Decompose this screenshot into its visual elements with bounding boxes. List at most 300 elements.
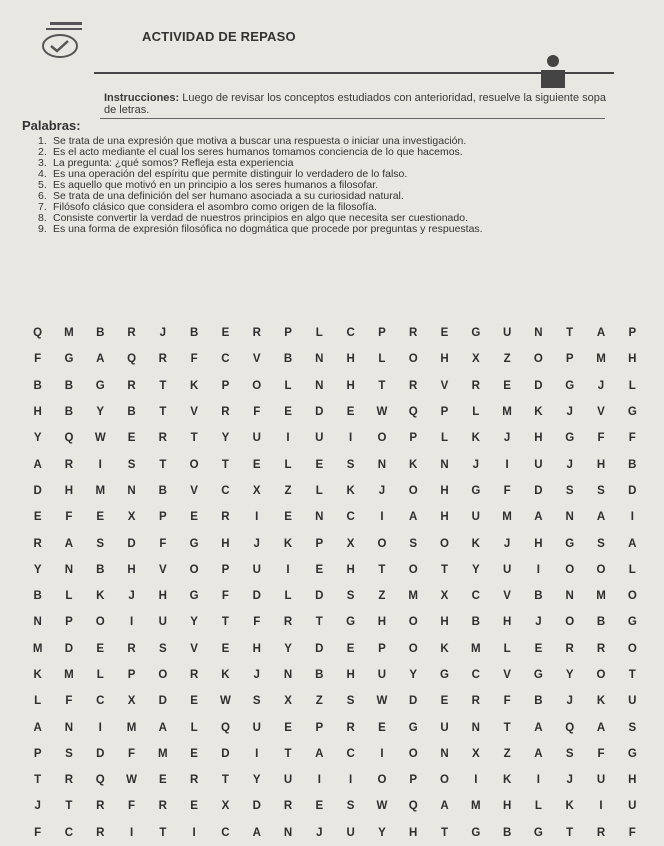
grid-cell[interactable]: U <box>471 511 480 524</box>
grid-cell[interactable]: A <box>534 511 543 524</box>
grid-cell[interactable]: L <box>284 379 292 392</box>
grid-cell[interactable]: R <box>158 432 167 445</box>
grid-cell[interactable]: A <box>596 327 606 340</box>
grid-cell[interactable]: T <box>378 563 386 576</box>
grid-cell[interactable]: I <box>255 747 259 760</box>
grid-cell[interactable]: P <box>378 642 386 655</box>
grid-cell[interactable]: M <box>596 590 606 603</box>
grid-cell[interactable]: S <box>565 747 574 760</box>
grid-cell[interactable]: G <box>346 616 356 629</box>
grid-cell[interactable]: R <box>471 379 480 392</box>
grid-cell[interactable]: P <box>315 721 324 734</box>
grid-cell[interactable]: G <box>627 406 637 419</box>
grid-cell[interactable]: O <box>95 616 105 629</box>
grid-cell[interactable]: E <box>315 800 324 813</box>
grid-cell[interactable]: D <box>409 695 418 708</box>
grid-cell[interactable]: Y <box>409 669 418 681</box>
grid-cell[interactable]: P <box>440 406 449 419</box>
grid-cell[interactable]: J <box>472 458 479 471</box>
grid-cell[interactable]: X <box>471 747 480 760</box>
grid-cell[interactable]: S <box>346 590 355 603</box>
grid-cell[interactable]: V <box>252 353 261 366</box>
grid-cell[interactable]: Q <box>95 774 105 787</box>
grid-cell[interactable]: L <box>628 563 636 576</box>
grid-cell[interactable]: Y <box>33 432 42 445</box>
grid-cell[interactable]: G <box>565 379 575 392</box>
grid-cell[interactable]: I <box>380 511 384 524</box>
grid-cell[interactable]: W <box>126 774 137 787</box>
grid-cell[interactable]: A <box>596 511 606 524</box>
grid-cell[interactable]: H <box>221 537 230 550</box>
grid-cell[interactable]: J <box>253 537 260 550</box>
grid-cell[interactable]: D <box>64 642 74 655</box>
grid-cell[interactable]: Q <box>220 721 230 734</box>
grid-cell[interactable]: A <box>596 721 606 734</box>
grid-cell[interactable]: H <box>252 642 261 655</box>
grid-cell[interactable]: F <box>65 695 73 708</box>
grid-cell[interactable]: D <box>96 747 105 760</box>
grid-cell[interactable]: I <box>98 458 102 471</box>
grid-cell[interactable]: G <box>627 616 637 629</box>
grid-cell[interactable]: K <box>534 406 543 419</box>
grid-cell[interactable]: U <box>315 432 324 445</box>
grid-cell[interactable]: T <box>221 774 229 787</box>
grid-cell[interactable]: G <box>440 669 449 681</box>
grid-cell[interactable]: K <box>221 669 230 681</box>
grid-cell[interactable]: N <box>33 616 42 629</box>
grid-cell[interactable]: R <box>346 721 355 734</box>
grid-cell[interactable]: T <box>190 432 198 445</box>
grid-cell[interactable]: B <box>471 616 480 629</box>
grid-cell[interactable]: B <box>534 590 543 603</box>
grid-cell[interactable]: F <box>34 353 42 366</box>
grid-cell[interactable]: O <box>408 616 418 629</box>
grid-cell[interactable]: R <box>283 616 293 629</box>
grid-cell[interactable]: A <box>534 721 543 734</box>
grid-cell[interactable]: K <box>596 695 606 708</box>
grid-cell[interactable]: R <box>221 511 230 524</box>
grid-cell[interactable]: N <box>127 484 136 497</box>
grid-cell[interactable]: I <box>474 774 478 787</box>
grid-cell[interactable]: F <box>190 353 198 366</box>
grid-cell[interactable]: C <box>346 747 355 760</box>
grid-cell[interactable]: C <box>221 353 230 366</box>
grid-cell[interactable]: C <box>346 327 355 340</box>
grid-cell[interactable]: J <box>253 669 260 681</box>
grid-cell[interactable]: R <box>127 379 136 392</box>
grid-cell[interactable]: U <box>252 721 261 734</box>
grid-cell[interactable]: R <box>189 669 199 681</box>
grid-cell[interactable]: S <box>628 721 637 734</box>
grid-cell[interactable]: D <box>33 484 42 497</box>
grid-cell[interactable]: F <box>503 484 511 497</box>
grid-cell[interactable]: X <box>440 590 449 603</box>
grid-cell[interactable]: U <box>534 458 543 471</box>
grid-cell[interactable]: F <box>597 747 605 760</box>
grid-cell[interactable]: Z <box>503 353 511 366</box>
grid-cell[interactable]: S <box>159 642 167 655</box>
grid-cell[interactable]: Y <box>284 642 292 655</box>
grid-cell[interactable]: O <box>408 563 418 576</box>
grid-cell[interactable]: D <box>628 484 637 497</box>
grid-cell[interactable]: K <box>502 774 512 787</box>
grid-cell[interactable]: E <box>159 774 167 787</box>
grid-cell[interactable]: S <box>127 458 136 471</box>
grid-cell[interactable]: I <box>505 458 509 471</box>
grid-cell[interactable]: M <box>471 800 481 813</box>
grid-cell[interactable]: X <box>127 695 136 708</box>
grid-cell[interactable]: K <box>471 432 480 445</box>
grid-cell[interactable]: I <box>349 774 353 787</box>
grid-cell[interactable]: J <box>34 800 41 813</box>
grid-cell[interactable]: K <box>33 669 42 681</box>
grid-cell[interactable]: Q <box>127 353 137 366</box>
grid-cell[interactable]: B <box>96 563 105 576</box>
grid-cell[interactable]: P <box>315 537 324 550</box>
grid-cell[interactable]: S <box>65 747 73 760</box>
grid-cell[interactable]: P <box>127 669 136 681</box>
grid-cell[interactable]: M <box>596 353 606 366</box>
grid-cell[interactable]: H <box>346 669 355 681</box>
grid-cell[interactable]: L <box>34 695 42 708</box>
grid-cell[interactable]: P <box>565 353 574 366</box>
grid-cell[interactable]: H <box>33 406 42 419</box>
grid-cell[interactable]: A <box>33 458 42 471</box>
grid-cell[interactable]: R <box>64 458 74 471</box>
grid-cell[interactable]: E <box>127 432 136 445</box>
grid-cell[interactable]: P <box>378 327 386 340</box>
grid-cell[interactable]: R <box>596 826 606 839</box>
grid-cell[interactable]: B <box>158 484 167 497</box>
grid-cell[interactable]: N <box>315 379 324 392</box>
grid-cell[interactable]: B <box>33 590 42 603</box>
grid-cell[interactable]: U <box>596 774 606 787</box>
grid-cell[interactable]: D <box>127 537 136 550</box>
grid-cell[interactable]: E <box>221 327 230 340</box>
grid-cell[interactable]: F <box>253 616 261 629</box>
grid-cell[interactable]: A <box>628 537 637 550</box>
grid-cell[interactable]: H <box>346 563 355 576</box>
grid-cell[interactable]: A <box>158 721 167 734</box>
grid-cell[interactable]: R <box>158 353 167 366</box>
grid-cell[interactable]: C <box>64 826 74 839</box>
grid-cell[interactable]: G <box>471 826 481 839</box>
grid-cell[interactable]: W <box>376 695 388 708</box>
grid-cell[interactable]: B <box>628 458 637 471</box>
grid-cell[interactable]: V <box>159 563 167 576</box>
grid-cell[interactable]: L <box>472 406 480 419</box>
grid-cell[interactable]: A <box>64 537 74 550</box>
grid-cell[interactable]: H <box>628 774 637 787</box>
grid-cell[interactable]: A <box>252 826 261 839</box>
grid-cell[interactable]: I <box>536 563 540 576</box>
grid-cell[interactable]: J <box>535 616 542 629</box>
grid-cell[interactable]: U <box>252 432 261 445</box>
grid-cell[interactable]: B <box>189 327 199 340</box>
grid-cell[interactable]: O <box>408 642 418 655</box>
grid-cell[interactable]: E <box>190 511 198 524</box>
grid-cell[interactable]: J <box>566 406 573 419</box>
grid-cell[interactable]: Y <box>252 774 261 787</box>
grid-cell[interactable]: K <box>96 590 105 603</box>
grid-cell[interactable]: H <box>346 379 355 392</box>
grid-cell[interactable]: O <box>627 590 637 603</box>
grid-cell[interactable]: X <box>252 484 261 497</box>
grid-cell[interactable]: G <box>408 721 418 734</box>
grid-cell[interactable]: F <box>65 511 73 524</box>
grid-cell[interactable]: C <box>221 826 230 839</box>
grid-cell[interactable]: I <box>129 616 134 629</box>
grid-cell[interactable]: O <box>408 353 418 366</box>
grid-cell[interactable]: B <box>96 327 105 340</box>
grid-cell[interactable]: L <box>503 642 511 655</box>
grid-cell[interactable]: E <box>190 747 198 760</box>
grid-cell[interactable]: L <box>284 590 292 603</box>
grid-cell[interactable]: P <box>159 511 167 524</box>
grid-cell[interactable]: I <box>129 826 134 839</box>
grid-cell[interactable]: M <box>502 511 512 524</box>
grid-cell[interactable]: E <box>346 642 355 655</box>
grid-cell[interactable]: F <box>128 800 136 813</box>
grid-cell[interactable]: Y <box>96 406 105 419</box>
grid-cell[interactable]: L <box>65 590 73 603</box>
grid-cell[interactable]: N <box>377 458 387 471</box>
grid-cell[interactable]: P <box>221 563 230 576</box>
grid-cell[interactable]: I <box>317 774 321 787</box>
grid-cell[interactable]: Z <box>315 695 323 708</box>
grid-cell[interactable]: L <box>315 327 323 340</box>
grid-cell[interactable]: W <box>94 432 106 445</box>
grid-cell[interactable]: R <box>471 695 480 708</box>
grid-cell[interactable]: E <box>190 800 198 813</box>
grid-cell[interactable]: G <box>533 669 543 681</box>
grid-cell[interactable]: L <box>284 458 292 471</box>
grid-cell[interactable]: J <box>566 695 573 708</box>
grid-cell[interactable]: D <box>534 379 543 392</box>
grid-cell[interactable]: N <box>64 721 74 734</box>
grid-cell[interactable]: N <box>440 458 449 471</box>
grid-cell[interactable]: V <box>597 406 605 419</box>
grid-cell[interactable]: F <box>159 537 167 550</box>
grid-cell[interactable]: E <box>503 379 511 392</box>
grid-cell[interactable]: D <box>315 406 324 419</box>
grid-cell[interactable]: C <box>96 695 105 708</box>
grid-cell[interactable]: C <box>221 484 230 497</box>
grid-cell[interactable]: H <box>534 537 543 550</box>
grid-cell[interactable]: S <box>252 695 261 708</box>
grid-cell[interactable]: X <box>221 800 230 813</box>
grid-cell[interactable]: K <box>189 379 199 392</box>
grid-cell[interactable]: A <box>409 511 418 524</box>
grid-cell[interactable]: J <box>566 774 573 787</box>
grid-cell[interactable]: F <box>253 406 261 419</box>
grid-cell[interactable]: T <box>284 747 292 760</box>
grid-cell[interactable]: B <box>64 379 74 392</box>
grid-cell[interactable]: S <box>409 537 418 550</box>
grid-cell[interactable]: R <box>596 642 606 655</box>
grid-cell[interactable]: U <box>252 563 261 576</box>
grid-cell[interactable]: F <box>503 695 511 708</box>
grid-cell[interactable]: D <box>252 800 261 813</box>
grid-cell[interactable]: P <box>409 432 418 445</box>
grid-cell[interactable]: E <box>534 642 543 655</box>
grid-cell[interactable]: L <box>96 669 104 681</box>
grid-cell[interactable]: Q <box>64 432 74 445</box>
grid-cell[interactable]: O <box>596 669 606 681</box>
grid-cell[interactable]: I <box>630 511 634 524</box>
grid-cell[interactable]: R <box>33 537 42 550</box>
grid-cell[interactable]: C <box>471 669 480 681</box>
grid-cell[interactable]: L <box>378 353 386 366</box>
grid-cell[interactable]: R <box>64 774 74 787</box>
grid-cell[interactable]: V <box>190 406 198 419</box>
grid-cell[interactable]: E <box>346 406 355 419</box>
grid-cell[interactable]: B <box>502 826 512 839</box>
grid-cell[interactable]: E <box>440 327 449 340</box>
grid-cell[interactable]: D <box>315 642 324 655</box>
grid-cell[interactable]: H <box>346 353 355 366</box>
grid-cell[interactable]: O <box>565 563 575 576</box>
grid-cell[interactable]: V <box>503 669 511 681</box>
grid-cell[interactable]: M <box>158 747 168 760</box>
grid-cell[interactable]: Y <box>33 563 42 576</box>
grid-cell[interactable]: P <box>65 616 73 629</box>
grid-cell[interactable]: I <box>255 511 259 524</box>
grid-cell[interactable]: J <box>566 458 573 471</box>
grid-cell[interactable]: I <box>286 432 290 445</box>
grid-cell[interactable]: B <box>315 669 324 681</box>
grid-cell[interactable]: X <box>471 353 480 366</box>
grid-cell[interactable]: T <box>628 669 636 681</box>
grid-cell[interactable]: U <box>628 800 637 813</box>
grid-cell[interactable]: U <box>502 563 512 576</box>
grid-cell[interactable]: X <box>127 511 136 524</box>
grid-cell[interactable]: S <box>565 484 574 497</box>
grid-cell[interactable]: O <box>627 642 637 655</box>
grid-cell[interactable]: C <box>471 590 480 603</box>
grid-cell[interactable]: A <box>534 747 543 760</box>
grid-cell[interactable]: I <box>536 774 540 787</box>
grid-cell[interactable]: H <box>596 458 606 471</box>
grid-cell[interactable]: H <box>440 353 449 366</box>
grid-cell[interactable]: N <box>534 327 543 340</box>
grid-cell[interactable]: M <box>408 590 418 603</box>
grid-cell[interactable]: J <box>597 379 605 392</box>
grid-cell[interactable]: D <box>315 590 324 603</box>
grid-cell[interactable]: J <box>159 327 167 340</box>
grid-cell[interactable]: K <box>409 458 418 471</box>
grid-cell[interactable]: K <box>565 800 574 813</box>
grid-cell[interactable]: R <box>283 800 293 813</box>
grid-cell[interactable]: J <box>316 826 323 839</box>
grid-cell[interactable]: E <box>284 721 292 734</box>
grid-cell[interactable]: T <box>315 616 323 629</box>
grid-cell[interactable]: V <box>190 484 198 497</box>
grid-cell[interactable]: S <box>346 800 355 813</box>
grid-cell[interactable]: Q <box>33 327 43 340</box>
grid-cell[interactable]: N <box>283 826 293 839</box>
grid-cell[interactable]: G <box>533 826 543 839</box>
grid-cell[interactable]: X <box>284 695 292 708</box>
grid-cell[interactable]: H <box>502 616 512 629</box>
grid-cell[interactable]: F <box>628 826 636 839</box>
grid-cell[interactable]: T <box>566 826 574 839</box>
grid-cell[interactable]: D <box>252 590 261 603</box>
grid-cell[interactable]: P <box>409 774 418 787</box>
grid-cell[interactable]: Z <box>378 590 386 603</box>
grid-cell[interactable]: R <box>252 327 261 340</box>
grid-cell[interactable]: H <box>628 353 637 366</box>
grid-cell[interactable]: E <box>252 458 261 471</box>
grid-cell[interactable]: T <box>159 379 167 392</box>
grid-cell[interactable]: I <box>380 747 384 760</box>
grid-cell[interactable]: T <box>159 826 167 839</box>
grid-cell[interactable]: G <box>471 327 481 340</box>
grid-cell[interactable]: E <box>378 721 386 734</box>
grid-cell[interactable]: R <box>127 642 136 655</box>
grid-cell[interactable]: R <box>96 826 105 839</box>
grid-cell[interactable]: A <box>96 353 105 366</box>
grid-cell[interactable]: T <box>440 826 449 839</box>
grid-cell[interactable]: W <box>220 695 231 708</box>
grid-cell[interactable]: J <box>378 484 386 497</box>
grid-cell[interactable]: L <box>190 721 198 734</box>
grid-cell[interactable]: D <box>221 747 230 760</box>
grid-cell[interactable]: T <box>65 800 73 813</box>
grid-cell[interactable]: S <box>346 458 355 471</box>
grid-cell[interactable]: S <box>346 695 355 708</box>
grid-cell[interactable]: E <box>440 695 449 708</box>
grid-cell[interactable]: F <box>34 826 42 839</box>
grid-cell[interactable]: O <box>440 537 449 550</box>
grid-cell[interactable]: A <box>33 721 42 734</box>
grid-cell[interactable]: A <box>440 800 449 813</box>
grid-cell[interactable]: Y <box>190 616 198 629</box>
grid-cell[interactable]: J <box>503 432 511 445</box>
grid-cell[interactable]: M <box>64 669 74 681</box>
grid-cell[interactable]: M <box>126 721 137 734</box>
grid-cell[interactable]: H <box>440 616 449 629</box>
grid-cell[interactable]: E <box>284 511 292 524</box>
grid-cell[interactable]: L <box>315 484 323 497</box>
grid-cell[interactable]: E <box>96 511 105 524</box>
grid-cell[interactable]: O <box>533 353 543 366</box>
grid-cell[interactable]: G <box>95 379 105 392</box>
grid-cell[interactable]: L <box>628 379 636 392</box>
grid-cell[interactable]: D <box>158 695 167 708</box>
grid-cell[interactable]: F <box>628 432 636 445</box>
grid-cell[interactable]: T <box>34 774 42 787</box>
grid-cell[interactable]: E <box>190 695 198 708</box>
grid-cell[interactable]: L <box>534 800 542 813</box>
grid-cell[interactable]: B <box>283 353 293 366</box>
grid-cell[interactable]: T <box>159 458 167 471</box>
grid-cell[interactable]: E <box>96 642 105 655</box>
grid-cell[interactable]: O <box>189 458 199 471</box>
grid-cell[interactable]: R <box>96 800 105 813</box>
grid-cell[interactable]: T <box>440 563 449 576</box>
grid-cell[interactable]: N <box>64 563 74 576</box>
grid-cell[interactable]: R <box>409 379 418 392</box>
grid-cell[interactable]: B <box>127 406 136 419</box>
grid-cell[interactable]: Y <box>378 826 386 839</box>
grid-cell[interactable]: T <box>503 721 511 734</box>
grid-cell[interactable]: P <box>284 327 292 340</box>
grid-cell[interactable]: J <box>503 537 511 550</box>
grid-cell[interactable]: E <box>284 406 292 419</box>
grid-cell[interactable]: Z <box>284 484 292 497</box>
grid-cell[interactable]: O <box>377 432 387 445</box>
